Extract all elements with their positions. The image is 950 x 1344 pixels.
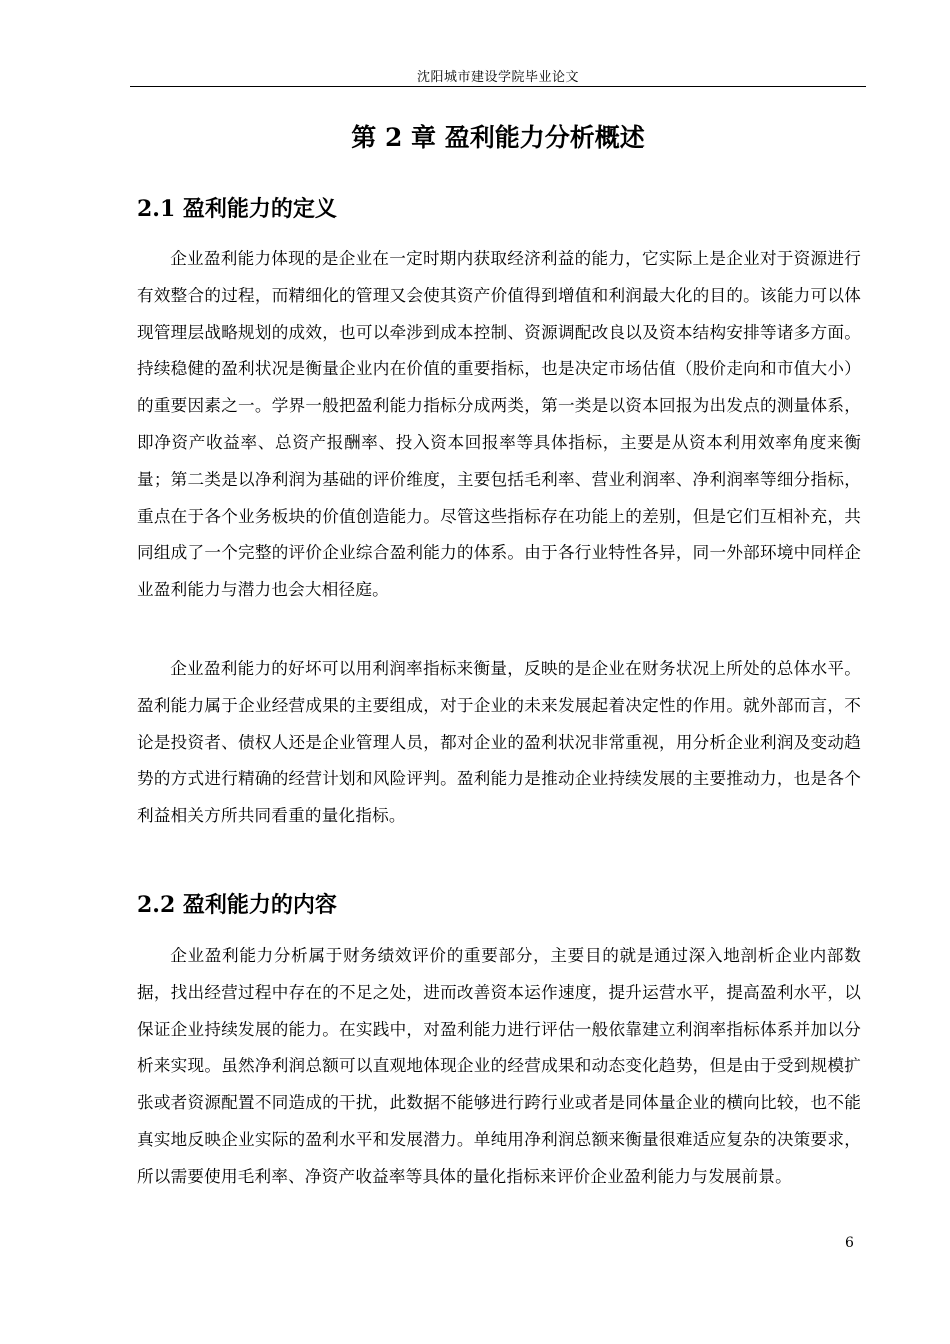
page-number: 6	[845, 1235, 854, 1251]
page-header-rule	[130, 86, 866, 87]
section-title-2-2: 2.2 盈利能力的内容	[137, 892, 337, 918]
section-title-2-1: 2.1 盈利能力的定义	[137, 196, 337, 222]
paragraph: 企业盈利能力体现的是企业在一定时期内获取经济利益的能力，它实际上是企业对于资源进行有效整合的过程，而精细化的管理又会使其资产价值得到增值和利润最大化的目的。该能力可以体现管理层战略规划的成效，也可以牵涉到成本控制、资源调配改良以及资本结构安排等诸多方面。持续稳健的盈利状况是衡量企业内在价值的重要指标，也是决定市场估值（股价走向和市值大小）的重要因素之一。学界一般把盈利能力指标分成两类，第一类是以资本回报为出发点的测量体系，即净资产收益率、总资产报酬率、投入资本回报率等具体指标，主要是从资本利用效率角度来衡量；第二类是以净利润为基础的评价维度，主要包括毛利率、营业利润率、净利润率等细分指标，重点在于各个业务板块的价值创造能力。尽管这些指标存在功能上的差别，但是它们互相补充，共同组成了一个完整的评价企业综合盈利能力的体系。由于各行业特性各异，同一外部环境中同样企业盈利能力与潜力也会大相径庭。	[137, 249, 861, 600]
paragraph: 企业盈利能力的好坏可以用利润率指标来衡量，反映的是企业在财务状况上所处的总体水平。盈利能力属于企业经营成果的主要组成，对于企业的未来发展起着决定性的作用。就外部而言，不论是投资者、债权人还是企业管理人员，都对企业的盈利状况非常重视，用分析企业利润及变动趋势的方式进行精确的经营计划和风险评判。盈利能力是推动企业持续发展的主要推动力，也是各个利益相关方所共同看重的量化指标。	[137, 659, 861, 826]
paragraph: 企业盈利能力分析属于财务绩效评价的重要部分，主要目的就是通过深入地剖析企业内部数据，找出经营过程中存在的不足之处，进而改善资本运作速度，提升运营水平，提高盈利水平，以保证企业持续发展的能力。在实践中，对盈利能力进行评估一般依靠建立利润率指标体系并加以分析来实现。虽然净利润总额可以直观地体现企业的经营成果和动态变化趋势，但是由于受到规模扩张或者资源配置不同造成的干扰，此数据不能够进行跨行业或者是同体量企业的横向比较，也不能真实地反映企业实际的盈利水平和发展潜力。单纯用净利润总额来衡量很难适应复杂的决策要求，所以需要使用毛利率、净资产收益率等具体的量化指标来评价企业盈利能力与发展前景。	[137, 946, 861, 1186]
chapter-title: 第 2 章 盈利能力分析概述	[351, 123, 645, 152]
page-header-text: 沈阳城市建设学院毕业论文	[416, 70, 579, 85]
